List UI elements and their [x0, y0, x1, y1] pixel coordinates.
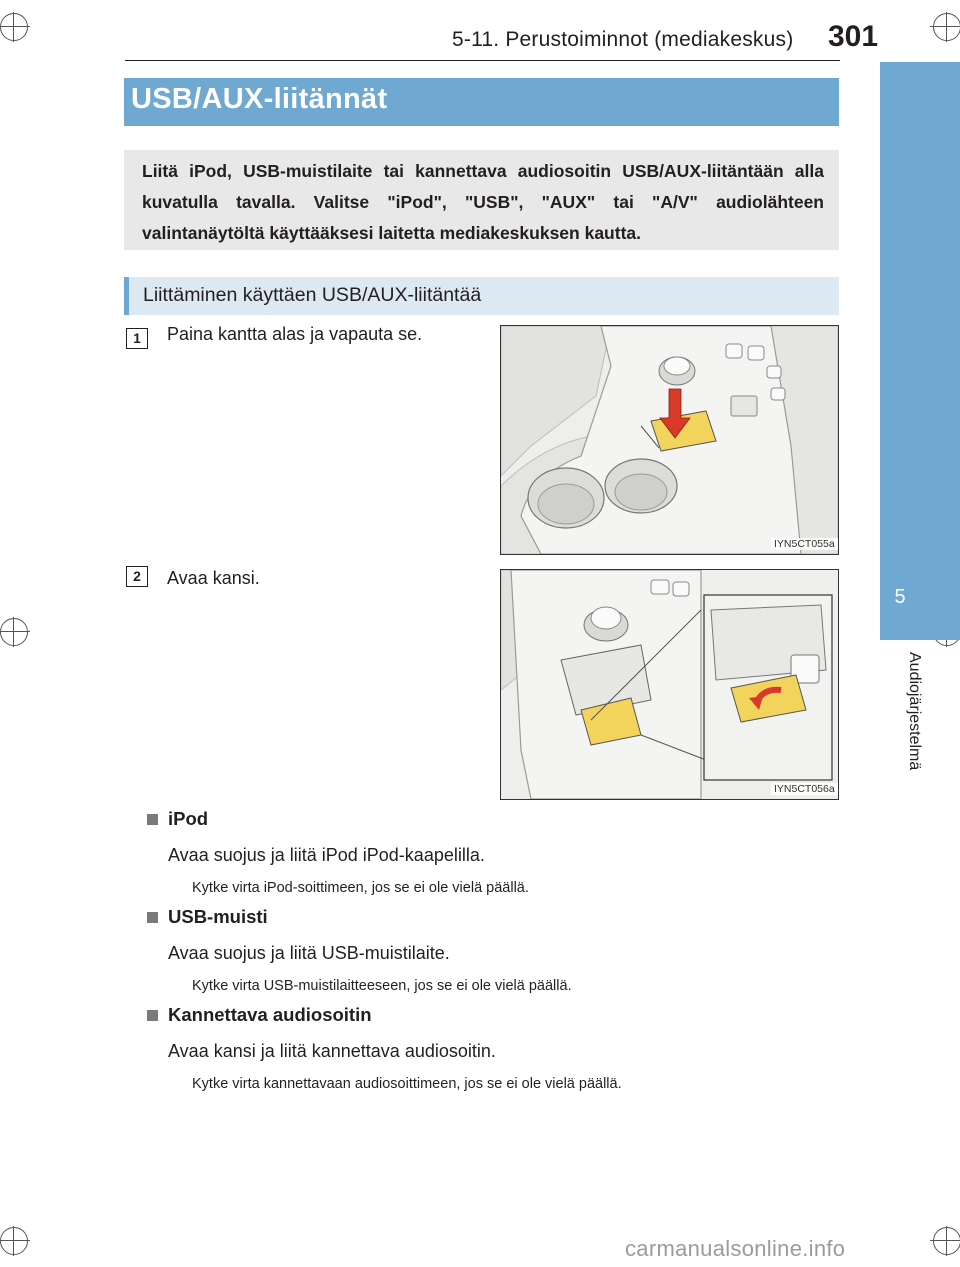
watermark: carmanualsonline.info — [625, 1236, 846, 1261]
console-illustration — [501, 326, 838, 554]
bullet-marker — [147, 1010, 158, 1021]
figure-code: IYN5CT056a — [771, 783, 838, 795]
chapter-side-label-text: Audiojärjestelmä — [906, 652, 923, 771]
bullet-note: Kytke virta kannettavaan audiosoittimeen, jos se ei ole vielä päällä. — [192, 1076, 622, 1092]
subheading-accent — [124, 277, 129, 315]
chapter-tab-number: 5 — [894, 586, 906, 608]
subheading-title: Liittäminen käyttäen USB/AUX-liitäntää — [143, 284, 482, 306]
figure-console-cover — [500, 325, 839, 555]
bullet-title: USB-muisti — [168, 906, 268, 927]
figure-console-open — [500, 569, 839, 800]
figure-code: IYN5CT055a — [771, 538, 838, 550]
crop-mark — [0, 13, 28, 41]
page-number: 301 — [828, 20, 879, 53]
bullet-title: iPod — [168, 808, 209, 829]
step-number: 1 — [126, 328, 148, 349]
step-text: Paina kantta alas ja vapauta se. — [167, 324, 423, 344]
bullet-marker — [147, 814, 158, 825]
step-text: Avaa kansi. — [167, 568, 260, 588]
crop-mark — [933, 1227, 960, 1255]
chapter-side-label — [905, 652, 925, 802]
crop-mark — [933, 13, 960, 41]
section-title: USB/AUX-liitännät — [131, 83, 388, 115]
chapter-tab — [880, 62, 960, 640]
bullet-body: Avaa suojus ja liitä USB-muistilaite. — [168, 943, 450, 963]
bullet-note: Kytke virta USB-muistilaitteeseen, jos se ei ole vielä päällä. — [192, 978, 572, 994]
intro-text: Liitä iPod, USB-muistilaite tai kannettava audiosoitin USB/AUX-liitäntään alla kuvatulla tavalla. Valitse "iPod", "USB", "AUX" tai "A/V" audiolähteen valintanäytöltä käyttääksesi laitetta mediakeskuksen kautta. — [142, 161, 824, 243]
crop-mark — [0, 618, 28, 646]
bullet-title: Kannettava audiosoitin — [168, 1004, 372, 1025]
header-divider — [125, 60, 840, 61]
crop-mark — [0, 1227, 28, 1255]
console-open-illustration — [501, 570, 838, 799]
step-number: 2 — [126, 566, 148, 587]
bullet-body: Avaa suojus ja liitä iPod iPod-kaapelilla. — [168, 845, 485, 865]
bullet-marker — [147, 912, 158, 923]
bullet-note: Kytke virta iPod-soittimeen, jos se ei ole vielä päällä. — [192, 880, 529, 896]
bullet-body: Avaa kansi ja liitä kannettava audiosoitin. — [168, 1041, 496, 1061]
chapter-title: 5-11. Perustoiminnot (mediakeskus) — [452, 28, 794, 51]
